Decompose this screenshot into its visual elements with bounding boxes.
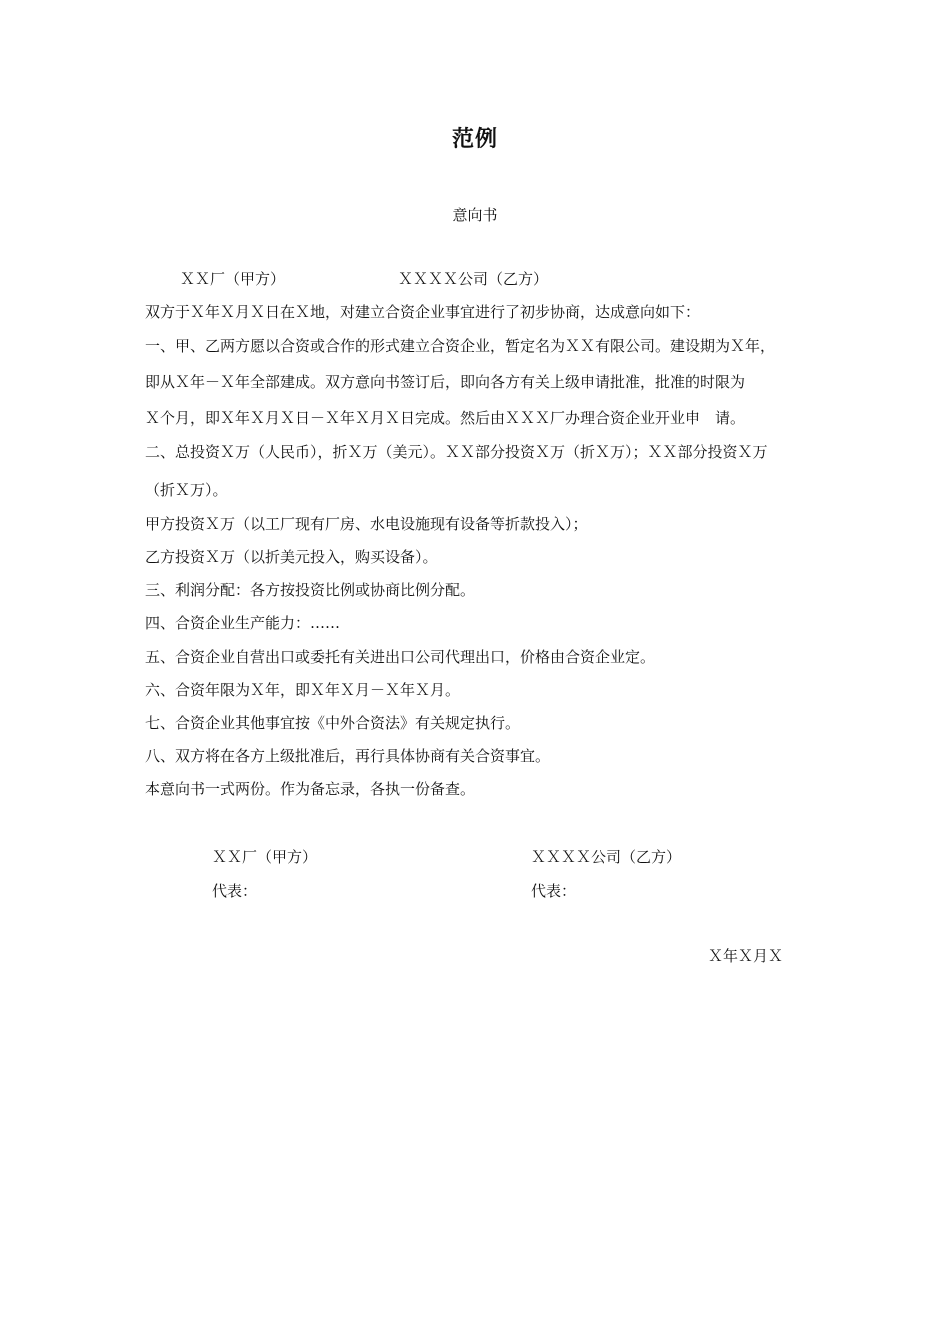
body-line: 七、合资企业其他事宜按《中外合资法》有关规定执行。: [145, 714, 521, 732]
body-line: 二、总投资Ｘ万（人民币），折Ｘ万（美元）。ＸＸ部分投资Ｘ万（折Ｘ万）；ＸＸ部分投资Ｘ万: [145, 443, 768, 461]
document-date: Ｘ年Ｘ月Ｘ: [708, 947, 784, 965]
body-line: 五、合资企业自营出口或委托有关进出口公司代理出口，价格由合资企业定。: [145, 648, 656, 666]
signature-party-b-name: ＸＸＸＸ公司（乙方）: [531, 848, 682, 866]
body-line: 乙方投资Ｘ万（以折美元投入，购买设备）。: [145, 548, 438, 566]
body-line: 本意向书一式两份。作为备忘录，各执一份备查。: [145, 780, 476, 798]
signature-party-b-representative: 代表：: [531, 882, 577, 900]
document-subtitle: 意向书: [452, 206, 498, 224]
body-line: 六、合资年限为Ｘ年，即Ｘ年Ｘ月－Ｘ年Ｘ月。: [145, 681, 461, 699]
body-line: 四、合资企业生产能力：……: [145, 614, 341, 632]
body-line: 八、双方将在各方上级批准后，再行具体协商有关合资事宜。: [145, 747, 551, 765]
body-line: 甲方投资Ｘ万（以工厂现有厂房、水电设施现有设备等折款投入）；: [145, 515, 588, 533]
party-a-header: ＸＸ厂（甲方）: [180, 270, 286, 288]
body-line: Ｘ个月，即Ｘ年Ｘ月Ｘ日－Ｘ年Ｘ月Ｘ日完成。然后由ＸＸＸ厂办理合资企业开业申 请。: [145, 409, 746, 427]
signature-party-a-representative: 代表：: [212, 882, 258, 900]
signature-party-a-name: ＸＸ厂（甲方）: [212, 848, 318, 866]
body-line: （折Ｘ万）。: [145, 481, 228, 499]
body-line: 双方于Ｘ年Ｘ月Ｘ日在Ｘ地，对建立合资企业事宜进行了初步协商，达成意向如下：: [145, 303, 701, 321]
body-line: 一、甲、乙两方愿以合资或合作的形式建立合资企业，暂定名为ＸＸ有限公司。建设期为Ｘ年，: [145, 337, 776, 355]
body-line: 三、利润分配：各方按投资比例或协商比例分配。: [145, 581, 476, 599]
document-heading: 范例: [451, 127, 498, 152]
body-line: 即从Ｘ年－Ｘ年全部建成。双方意向书签订后，即向各方有关上级申请批准，批准的时限为: [145, 373, 746, 391]
party-b-header: ＸＸＸＸ公司（乙方）: [398, 270, 549, 288]
